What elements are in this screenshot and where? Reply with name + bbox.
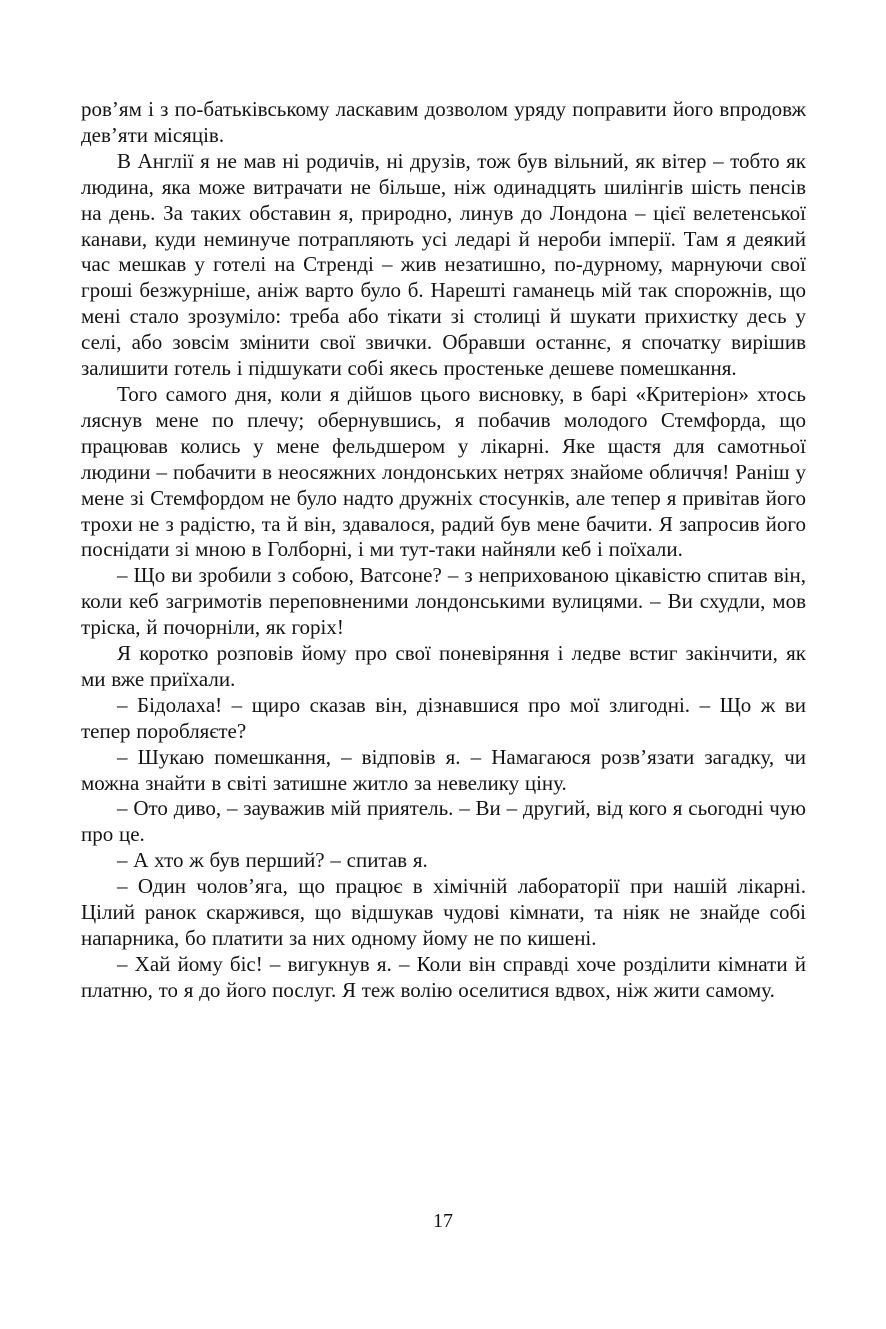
paragraph: В Англії я не мав ні родичів, ні друзів, тож був вільний, як вітер – тобто як людина, яка може витрачати не більше, ніж одинадцять шилінгів шість пенсів на день. За таких обставин я, природно, линув до Лондона – цієї велетенської канави, куди неминуче потрапляють усі ледарі й нероби імперії. Там я деякий час мешкав у готелі на Стренді – жив незатишно, по-дурному, марнуючи свої гроші безжурніше, аніж варто було б. Нарешті гаманець мій так спорожнів, що мені стало зрозуміло: треба або тікати зі столиці й шукати прихистку десь у селі, або зовсім змінити свої звички. Обравши останнє, я спочатку вирішив залишити готель і підшукати собі якесь простеньке дешеве помешкання. — [81, 148, 806, 381]
paragraph-dialogue: – А хто ж був перший? – спитав я. — [117, 848, 428, 873]
paragraph: Того самого дня, коли я дійшов цього висновку, в барі «Критеріон» хтось ляснув мене по плечу; обернувшись, я побачив молодого Стемфорда, що працював колись у мене фельдшером у лікарні. Яке щастя для самотньої людини – побачити в неосяжних лондонських нетрях знайоме обличчя! Раніш у мене зі Стемфордом не було надто дружніх стосунків, але тепер я привітав його трохи не з радістю, та й він, здавалося, радий був мене бачити. Я запросив його поснідати зі мною в Голборні, і ми тут-таки найняли кеб і поїхали. — [81, 381, 806, 562]
paragraph: Я коротко розповів йому про свої поневіряння і ледве встиг закінчити, як ми вже приїхали. — [81, 641, 806, 691]
page-text-block — [81, 97, 806, 1004]
paragraph-continuation: ров’ям і з по-батьківському ласкавим дозволом уряду поправити його впродовж дев’яти місяців. — [81, 97, 806, 147]
paragraph-dialogue: – Бідолаха! – щиро сказав він, дізнавшися про мої злигодні. – Що ж ви тепер поробляєте? — [81, 692, 806, 743]
page-number: 17 — [433, 1210, 453, 1232]
paragraph-dialogue: – Один чолов’яга, що працює в хімічній лабораторії при нашій лікарні. Цілий ранок скаржився, що відшукав чудові кімнати, та ніяк не знайде собі напарника, бо платити за них одному йому не по кишені. — [81, 874, 806, 950]
paragraph-dialogue: – Хай йому біс! – вигукнув я. – Коли він справді хоче розділити кімнати й платню, то я до його послуг. Я теж волію оселитися вдвох, ніж жити самому. — [81, 951, 806, 1002]
paragraph-dialogue: – Ото диво, – зауважив мій приятель. – Ви – другий, від кого я сьогодні чую про це. — [81, 796, 806, 847]
paragraph-dialogue: – Що ви зробили з собою, Ватсоне? – з неприхованою цікавістю спитав він, коли кеб загримотів переповненими лондонськими вулицями. – Ви схудли, мов тріска, й почорніли, як горіх! — [81, 563, 806, 640]
paragraph-dialogue: – Шукаю помешкання, – відповів я. – Намагаюся розв’язати загадку, чи можна знайти в світі затишне житло за невелику ціну. — [81, 744, 806, 795]
